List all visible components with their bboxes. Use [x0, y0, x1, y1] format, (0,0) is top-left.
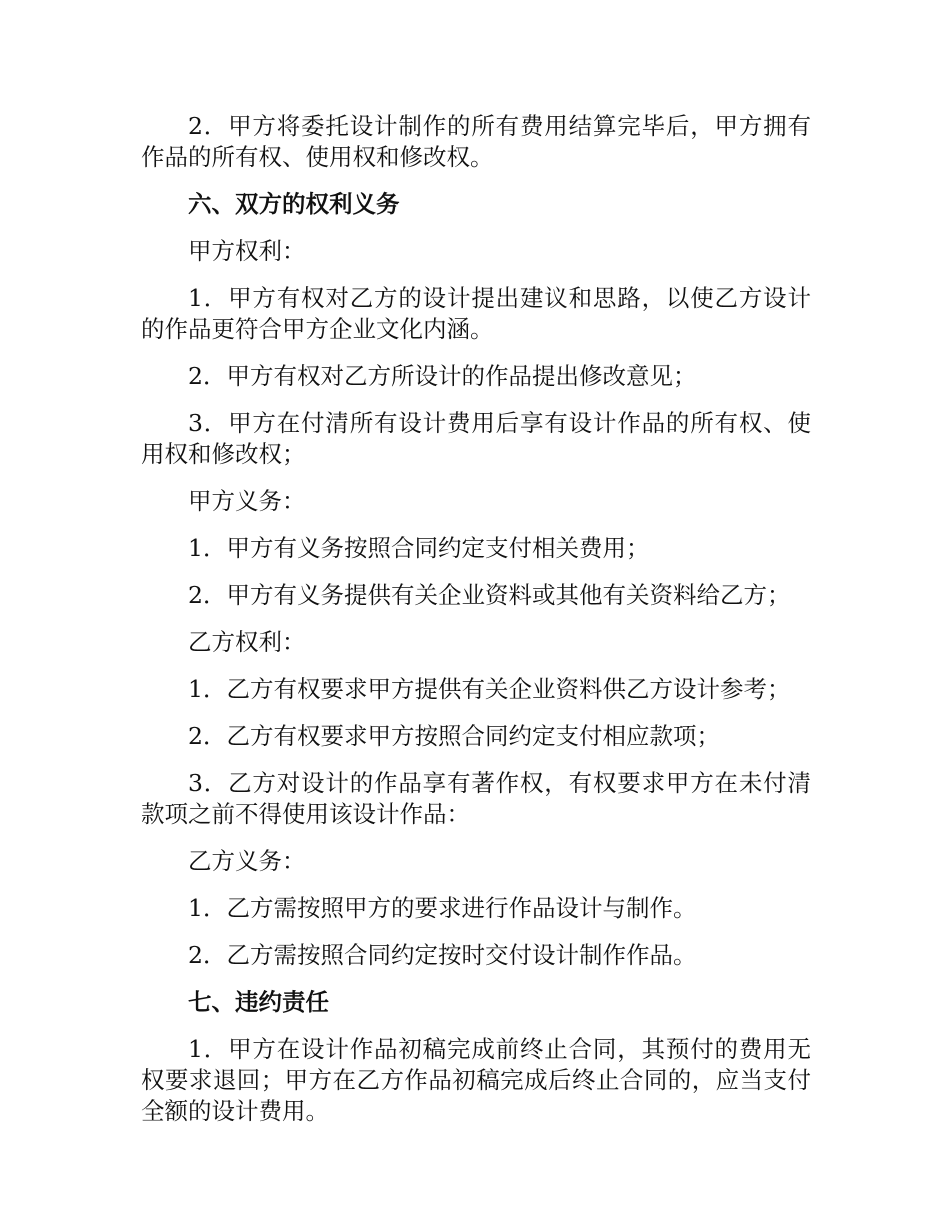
party-a-duty-1: 1．甲方有义务按照合同约定支付相关费用；	[188, 534, 650, 562]
party-b-rights-label: 乙方权利：	[188, 628, 306, 656]
party-b-right-3: 3．乙方对设计的作品享有著作权，有权要求甲方在未付清款项之前不得使用该设计作品：	[141, 769, 811, 828]
party-b-right-2: 2．乙方有权要求甲方按照合同约定支付相应款项；	[188, 722, 720, 750]
party-a-duty-2: 2．甲方有义务提供有关企业资料或其他有关资料给乙方；	[188, 581, 791, 609]
party-b-right-1: 1．乙方有权要求甲方提供有关企业资料供乙方设计参考；	[188, 675, 791, 703]
party-a-duties-label: 甲方义务：	[188, 487, 306, 515]
section-heading-7: 七、违约责任	[188, 988, 329, 1016]
clause-5-2: 2．甲方将委托设计制作的所有费用结算完毕后，甲方拥有作品的所有权、使用权和修改权。	[141, 112, 811, 171]
party-a-right-2: 2．甲方有权对乙方所设计的作品提出修改意见；	[188, 362, 697, 390]
party-a-right-1: 1．甲方有权对乙方的设计提出建议和思路，以使乙方设计的作品更符合甲方企业文化内涵。	[141, 284, 811, 343]
section-heading-6: 六、双方的权利义务	[188, 190, 400, 218]
party-b-duty-2: 2．乙方需按照合同约定按时交付设计制作作品。	[188, 941, 697, 969]
party-a-rights-label: 甲方权利：	[188, 237, 306, 265]
document-body	[141, 111, 811, 1127]
party-a-right-3: 3．甲方在付清所有设计费用后享有设计作品的所有权、使用权和修改权；	[141, 409, 811, 468]
party-b-duties-label: 乙方义务：	[188, 847, 306, 875]
liability-clause-1: 1．甲方在设计作品初稿完成前终止合同，其预付的费用无权要求退回；甲方在乙方作品初稿完成后终止合同的，应当支付全额的设计费用。	[141, 1035, 811, 1125]
party-b-duty-1: 1．乙方需按照甲方的要求进行作品设计与制作。	[188, 894, 697, 922]
